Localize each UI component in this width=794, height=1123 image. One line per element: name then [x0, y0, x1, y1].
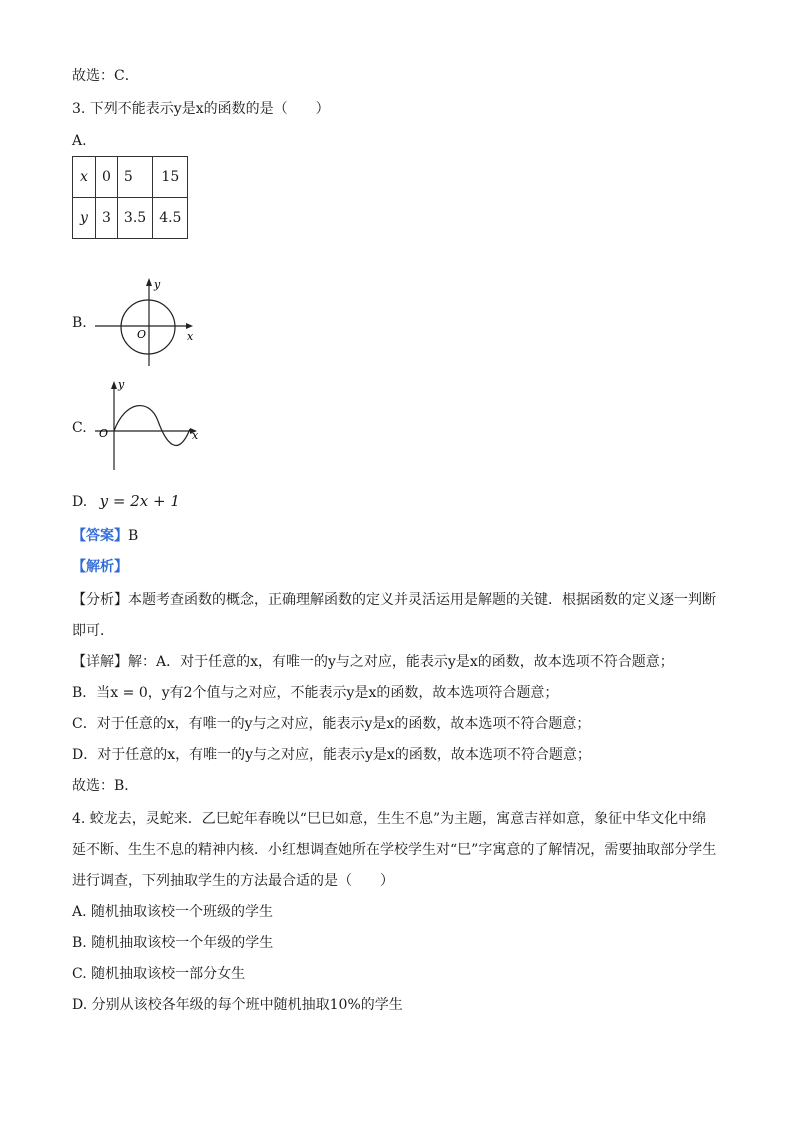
table-cell: 0 [96, 157, 118, 198]
detail-line-1: 【详解】解：A．对于任意的x，有唯一的y与之对应，能表示y是x的函数，故本选项不符合题意； [72, 654, 674, 670]
question-4-stem: 4. 蛟龙去，灵蛇来．乙巳蛇年春晚以“巳巳如意，生生不息”为主题，寓意吉祥如意，象征中华文化中绵延不断、生生不息的精神内核．小红想调查她所在学校学生对“巳”字寓意的了解情况，需要抽取部分学生进行调查，下列抽取学生的方法最合适的是（ ） [72, 811, 717, 889]
option-a-table [72, 156, 188, 239]
option-d-formula: y = 2x + 1 [99, 492, 180, 510]
x-axis-label: x [187, 330, 194, 343]
y-axis-label: y [118, 378, 125, 391]
x-axis-label: x [192, 429, 199, 442]
table-row [73, 157, 188, 198]
option-b-label: B. [72, 315, 87, 331]
table-cell: 4.5 [153, 198, 188, 239]
x-axis-arrow-icon [186, 323, 193, 329]
table-cell: 3.5 [117, 198, 152, 239]
analysis-tag: 【解析】 [72, 559, 128, 575]
y-axis-label: y [154, 278, 161, 291]
table-cell: 3 [96, 198, 118, 239]
origin-label: O [137, 328, 147, 341]
detail-line-2: B．当x = 0，y有2个值与之对应，不能表示y是x的函数，故本选项符合题意； [72, 685, 559, 701]
table-cell: 5 [117, 157, 152, 198]
question-3-stem: 3. 下列不能表示y是x的函数的是（ ） [72, 101, 330, 117]
answer-value: B [128, 528, 139, 544]
option-d-line [72, 491, 180, 512]
y-axis-arrow-icon [111, 381, 117, 389]
option-a-label: A. [72, 133, 87, 149]
analysis-paragraph: 【分析】本题考查函数的概念，正确理解函数的定义并灵活运用是解题的关键．根据函数的定义逐一判断即可． [72, 592, 716, 639]
previous-answer-line: 故选：C． [72, 68, 139, 84]
table-cell: x [73, 157, 96, 198]
answer-line [72, 526, 138, 546]
option-d-label: D. [72, 494, 88, 510]
q4-option-c: C. 随机抽取该校一部分女生 [72, 966, 246, 982]
wave-curve [114, 406, 190, 446]
final-answer-line: 故选：B． [72, 778, 139, 794]
answer-tag: 【答案】 [72, 528, 128, 544]
origin-label: O [99, 427, 109, 440]
option-c-label: C. [72, 420, 87, 436]
table-cell: 15 [153, 157, 188, 198]
detail-line-3: C．对于任意的x，有唯一的y与之对应，能表示y是x的函数，故本选项不符合题意； [72, 716, 591, 732]
option-b-circle-graph [90, 272, 200, 370]
option-c-wave-graph [92, 375, 204, 473]
detail-line-4: D．对于任意的x，有唯一的y与之对应，能表示y是x的函数，故本选项不符合题意； [72, 747, 591, 763]
circle-curve [121, 300, 175, 354]
table-row [73, 198, 188, 239]
y-axis-arrow-icon [146, 278, 152, 286]
q4-option-a: A. 随机抽取该校一个班级的学生 [72, 904, 274, 920]
q4-option-b: B. 随机抽取该校一个年级的学生 [72, 935, 274, 951]
table-cell: y [73, 198, 96, 239]
q4-option-d: D. 分别从该校各年级的每个班中随机抽取10%的学生 [72, 997, 403, 1013]
